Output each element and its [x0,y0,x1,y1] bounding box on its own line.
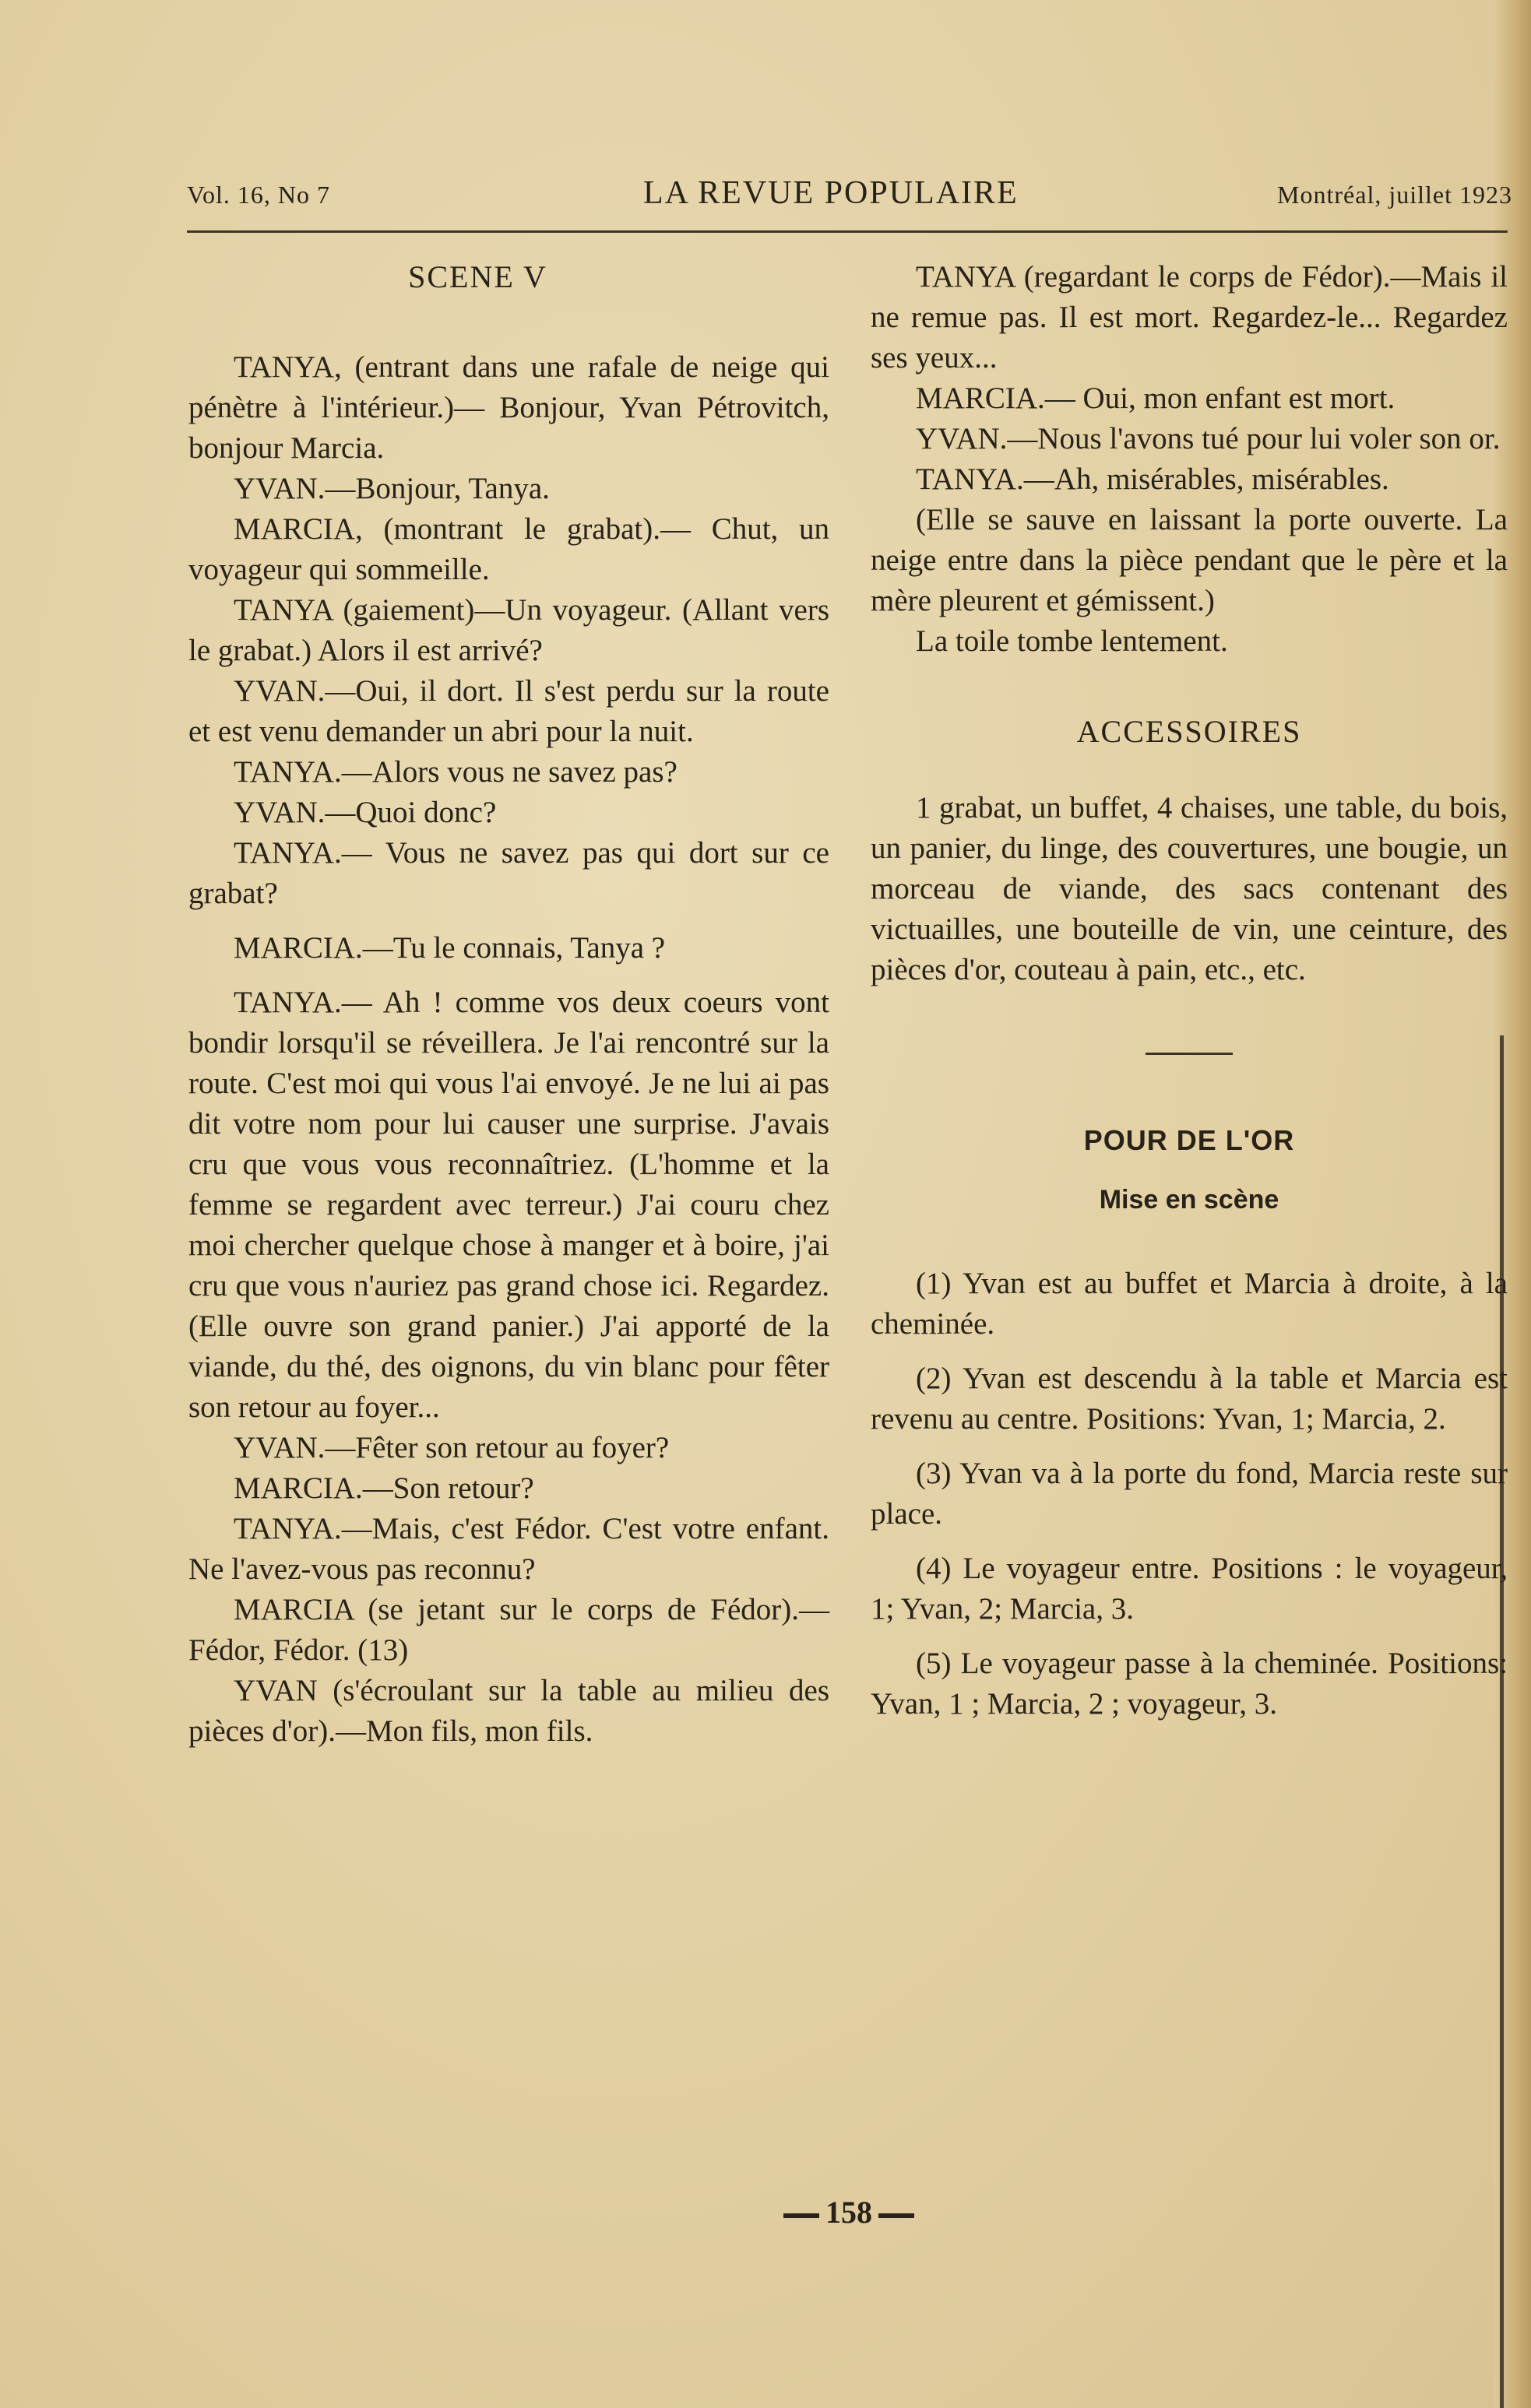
accessories-title: ACCESSOIRES [1076,714,1302,749]
dialogue-paragraph: MARCIA.—Son retour? [234,1471,534,1505]
journal-title: LA REVUE POPULAIRE [643,175,1019,211]
place-and-date: Montréal, juillet 1923 [1277,181,1512,209]
staging-note: (4) Le voyageur entre. Positions : le voyageur, 1; Yvan, 2; Marcia, 3. [871,1552,1508,1626]
section-divider [1146,1053,1233,1055]
page-folio [740,2194,958,2230]
dialogue-paragraph: YVAN.—Quoi donc? [234,796,497,829]
dialogue-paragraph: YVAN.—Oui, il dort. Il s'est perdu sur la route et est venu demander un abri pour la nuit. [188,674,829,748]
dialogue-paragraph: MARCIA (se jetant sur le corps de Fédor).—Fédor, Fédor. (13) [188,1593,829,1667]
dialogue-paragraph: YVAN (s'écroulant sur la table au milieu des pièces d'or).—Mon fils, mon fils. [188,1674,829,1748]
dialogue-paragraph: TANYA.—Ah, misérables, misérables. [916,462,1389,496]
folio-dash-left [783,2213,819,2218]
staging-note: (2) Yvan est descendu à la table et Marcia est revenu au centre. Positions: Yvan, 1; Marcia, 2. [871,1362,1508,1436]
dialogue-paragraph: MARCIA.—Tu le connais, Tanya ? [234,931,666,965]
stage-direction: (Elle se sauve en laissant la porte ouverte. La neige entre dans la pièce pendant que le père et la mère pleurent et gémissent.) [871,503,1508,617]
dialogue-paragraph: TANYA.—Alors vous ne savez pas? [234,755,678,789]
dialogue-paragraph: YVAN.—Nous l'avons tué pour lui voler son or. [916,422,1501,455]
dialogue-paragraph: TANYA.—Mais, c'est Fédor. C'est votre enfant. Ne l'avez-vous pas reconnu? [188,1512,829,1586]
accessories-list: 1 grabat, un buffet, 4 chaises, une table, du bois, un panier, du linge, des couvertures, une bougie, un morceau de viande, des sacs contenant des victuailles, une bouteille de vin, une ceinture, des pièces d'or, couteau à pain, etc., etc. [871,791,1508,986]
staging-note: (1) Yvan est au buffet et Marcia à droite, à la cheminée. [871,1267,1508,1341]
staging-subtitle: Mise en scène [1099,1185,1279,1215]
dialogue-paragraph: TANYA (gaiement)—Un voyageur. (Allant vers le grabat.) Alors il est arrivé? [188,593,829,667]
dialogue-paragraph: TANYA.— Ah ! comme vos deux coeurs vont bondir lorsqu'il se réveillera. Je l'ai rencontré sur la route. C'est moi qui vous l'ai envoyé. Je ne lui ai pas dit votre nom pour lui causer une surprise. J'avais cru que vous vous reconnaîtriez. (L'homme et la femme se regardent avec terreur.) J'ai couru chez moi chercher quelque chose à manger et à boire, j'ai cru que vous n'auriez pas grand chose ici. Regardez. (Elle ouvre son grand panier.) J'ai apporté de la viande, du thé, des oignons, du vin blanc pour fêter son retour au foyer... [188,986,829,1424]
page-number: 158 [825,2195,872,2230]
dialogue-paragraph: TANYA (regardant le corps de Fédor).—Mais il ne remue pas. Il est mort. Regardez-le... Regardez ses yeux... [871,260,1508,374]
scene-title: SCENE V [408,259,547,294]
staging-title: POUR DE L'OR [1083,1124,1295,1156]
running-header [187,173,1512,220]
dialogue-paragraph: YVAN.—Bonjour, Tanya. [234,472,550,505]
dialogue-paragraph: MARCIA, (montrant le grabat).— Chut, un voyageur qui sommeille. [188,512,829,586]
dialogue-paragraph: TANYA.— Vous ne savez pas qui dort sur ce grabat? [188,836,829,910]
stage-direction: La toile tombe lentement. [916,624,1228,658]
dialogue-paragraph: YVAN.—Fêter son retour au foyer? [234,1431,670,1464]
right-column [871,257,1508,1724]
dialogue-paragraph: TANYA, (entrant dans une rafale de neige qui pénètre à l'intérieur.)— Bonjour, Yvan Pétrovitch, bonjour Marcia. [188,350,829,465]
left-column [188,257,829,1752]
volume-number: Vol. 16, No 7 [187,181,330,209]
header-rule [187,230,1508,233]
staging-note: (3) Yvan va à la porte du fond, Marcia reste sur place. [871,1457,1508,1531]
dialogue-paragraph: MARCIA.— Oui, mon enfant est mort. [916,381,1395,415]
staging-note: (5) Le voyageur passe à la cheminée. Positions: Yvan, 1 ; Marcia, 2 ; voyageur, 3. [871,1647,1508,1721]
folio-dash-right [878,2213,914,2218]
